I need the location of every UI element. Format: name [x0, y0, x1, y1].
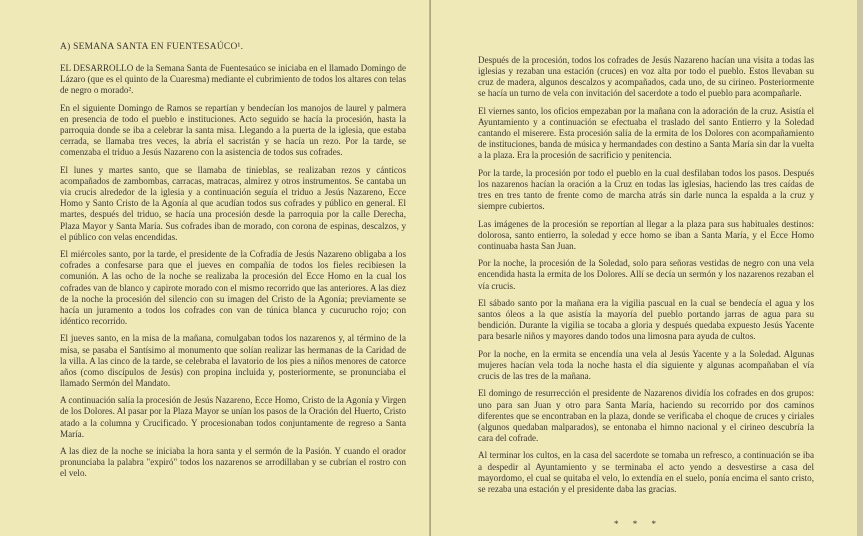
paragraph: Por la noche, en la ermita se encendía una vela al Jesús Yacente y a la Soledad. Algunas mujeres hacían vela toda la noche hasta el día siguiente y algunas acompañaban el vía crucis de las tres de la mañana.	[478, 348, 814, 382]
paragraph: A las diez de la noche se iniciaba la hora santa y el sermón de la Pasión. Y cuando el orador pronunciaba la palabra "expiró" todos los nazarenos se arrodillaban y se cubrían el rostro con el velo.	[60, 446, 406, 479]
section-heading: A) SEMANA SANTA EN FUENTESAÚCO¹.	[60, 42, 244, 52]
paragraph: En el siguiente Domingo de Ramos se repartían y bendecían los manojos de laurel y palmera en presencia de todo el pueblo e instituciones. Acto seguido se hacía la procesión, hasta la parroquia donde se iba a celebrar la santa misa. Llegando a la puerta de la iglesia, que estaba cerrada, se llamaba tres veces, la abría el sacristán y se hacía un rezo. Por la tarde, se comenzaba el triduo a Jesús Nazareno con la asistencia de todos sus cofrades.	[60, 102, 406, 158]
paragraph: Por la tarde, la procesión por todo el pueblo en la cual desfilaban todos los pasos. Después los nazarenos hacían la oración a la Cruz en todas las iglesias, haciendo las tres caídas de tres en tres tanto de frente como de marcha atrás sin darle nunca la espalda a la cruz y siempre cubiertos.	[478, 167, 814, 212]
paragraph: El jueves santo, en la misa de la mañana, comulgaban todos los nazarenos y, al término de la misa, se pasaba el Santísimo al monumento que solían realizar las hermanas de la Caridad de la villa. A las cinco de la tarde, se celebraba el lavatorio de los pies a niños menores de catorce años (como discípulos de Jesús) con propina incluida y, posteriormente, se pronunciaba el llamado Sermón del Mandato.	[60, 333, 406, 388]
paragraph: Las imágenes de la procesión se reportían al llegar a la plaza para sus habituales destinos: dolorosa, santo entierro, la soledad y ecce homo se iban a Santa María, y el Ecce Homo continuaba hasta San Juan.	[478, 218, 814, 251]
paragraph: Al terminar los cultos, en la casa del sacerdote se tomaba un refresco, a continuación se iba a despedir al Ayuntamiento y se terminaba el acto yendo a desvestirse a casa del mayordomo, el cual se quitaba el velo, lo extendía en el suelo, ponía encima el santo cristo, se rezaba una estación y el presidente daba las gracias.	[478, 450, 814, 494]
right-page	[431, 0, 863, 536]
left-text-column	[60, 42, 406, 486]
section-end-ornament: * * *	[614, 519, 662, 529]
paragraph: El sábado santo por la mañana era la vigilia pascual en la cual se bendecía el agua y los santos óleos a la que asistía la mayoría del pueblo portando jarras de agua para su bendición. Durante la vigilia se tocaba a gloria y después quedaba expuesto Jesús Yacente para besarle niños y mayores dando todos una limosna para ayuda de cultos.	[478, 297, 814, 342]
paragraph: EL DESARROLLO de la Semana Santa de Fuentesaúco se iniciaba en el llamado Domingo de Lázaro (que es el quinto de la Cuaresma) mediante el cubrimiento de todos los altares con telas de negro o morado².	[60, 63, 406, 96]
paragraph: El viernes santo, los oficios empezaban por la mañana con la adoración de la cruz. Asistía el Ayuntamiento y a continuación se efectuaba el traslado del santo Entierro y la Soledad cantando el miserere. Esta procesión salía de la ermita de los Dolores con acompañamiento de instituciones, banda de música y hermandades con destino a Santa María sin dar la vuelta a la plaza. Era la procesión de sacrificio y penitencia.	[478, 105, 814, 161]
right-text-column	[478, 55, 814, 501]
paragraph: El lunes y martes santo, que se llamaba de tinieblas, se realizaban rezos y cánticos acompañados de zambombas, carracas, matracas, almirez y otros instrumentos. Se cantaba un via crucis alrededor de la iglesia y a continuación seguía el triduo a Jesús Nazareno, Ecce Homo y Santo Cristo de la Agonía al que acudían todos sus cofrades y público en general. El martes, después del triduo, se hacía una procesión desde la parroquia por la calle Derecha, Plaza Mayor y Santa María. Sus cofrades iban de morado, con corona de espinas, descalzos, y el público con velas encendidas.	[60, 164, 406, 242]
paragraph: Después de la procesión, todos los cofrades de Jesús Nazareno hacían una visita a todas las iglesias y rezaban una estación (cruces) en voz alta por todo el pueblo. Estos llevaban su cruz de madera, algunos descalzos y acompañados, cada uno, de su cirineo. Posteriormente se hacía un turno de vela con invitación del sacerdote a todo el pueblo para acompañarle.	[478, 55, 814, 99]
paragraph: Por la noche, la procesión de la Soledad, solo para señoras vestidas de negro con una vela encendida hasta la ermita de los Dolores. Allí se decía un sermón y los nazarenos rezaban el vía crucis.	[478, 258, 814, 291]
paragraph: El miércoles santo, por la tarde, el presidente de la Cofradía de Jesús Nazareno obligaba a los cofrades a confesarse para que el jueves en compañía de todos los fieles recibiesen la comunión. A las ocho de la noche se realizaba la procesión del Ecce Homo en la cual los cofrades van de blanco y capirote morado con el mismo recorrido que las anteriores. A las diez de la noche la procesión del silencio con su imagen del Cristo de la Agonía; previamente se hacía un juramento a todos los cofrades con van de túnica blanca y cucurucho rojo; con idéntico recorrido.	[60, 249, 406, 326]
paragraph: El domingo de resurrección el presidente de Nazarenos dividía los cofrades en dos grupos: uno para san Juan y otro para Santa María, haciendo su recorrido por dos caminos diferentes que se encontraban en la plaza, donde se verificaba el choque de cruces y ciriales (algunos quedaban malparados), se entonaba el himno nacional y el cirineo descubría la cara del cofrade.	[478, 388, 814, 443]
paragraph: A continuación salía la procesión de Jesús Nazareno, Ecce Homo, Cristo de la Agonía y Virgen de los Dolores. Al pasar por la Plaza Mayor se unían los pasos de la Oración del Huerto, Cristo atado a la columna y Crucificado. Y procesionaban todos conjuntamente de regreso a Santa María.	[60, 395, 406, 439]
left-page	[0, 0, 430, 536]
page-edge	[857, 0, 863, 536]
